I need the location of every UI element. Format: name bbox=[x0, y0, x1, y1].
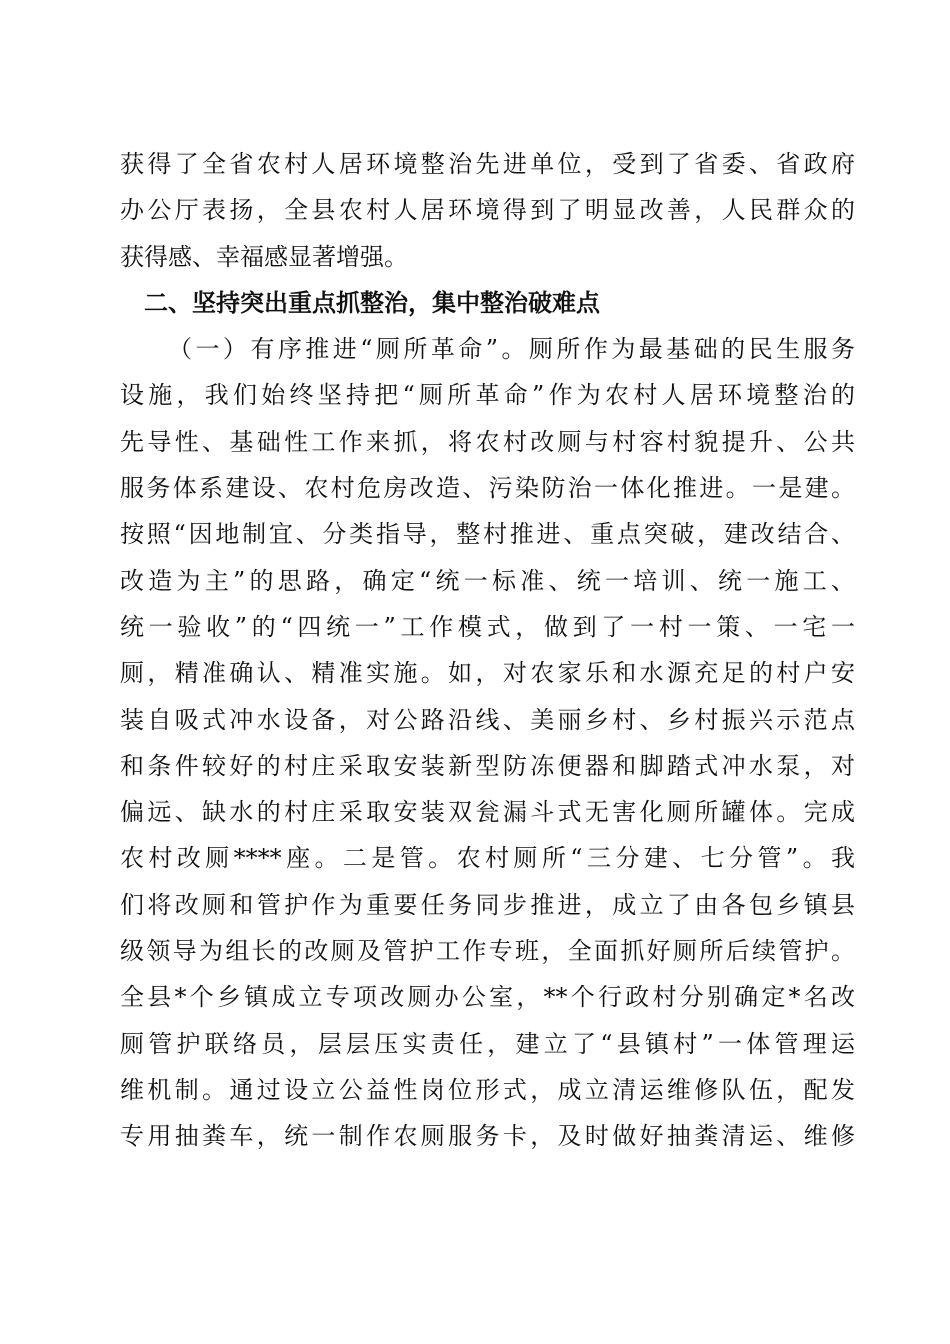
paragraph-line: （一）有序推进“厕所革命”。厕所作为最基础的民生服务 bbox=[168, 335, 855, 364]
paragraph-line: 获得了全省农村人居环境整治先进单位，受到了省委、省政府 bbox=[120, 150, 855, 178]
paragraph-line: 服务体系建设、农村危房改造、污染防治一体化推进。一是建。 bbox=[120, 474, 855, 503]
paragraph-line: 维机制。通过设立公益性岗位形式，成立清运维修队伍，配发 bbox=[120, 1075, 855, 1104]
paragraph-line: 专用抽粪车，统一制作农厕服务卡，及时做好抽粪清运、维修 bbox=[120, 1122, 855, 1151]
paragraph-line: 办公厅表扬，全县农村人居环境得到了明显改善，人民群众的 bbox=[120, 196, 855, 225]
paragraph-line: 和条件较好的村庄采取安装新型防冻便器和脚踏式冲水泵，对 bbox=[120, 751, 855, 780]
paragraph-line: 统一验收”的“四统一”工作模式，做到了一村一策、一宅一 bbox=[120, 612, 855, 641]
paragraph-line: 厕，精准确认、精准实施。如，对农家乐和水源充足的村户安 bbox=[120, 659, 855, 688]
paragraph-line: 级领导为组长的改厕及管护工作专班，全面抓好厕所后续管护。 bbox=[120, 937, 855, 966]
paragraph-line: 农村改厕****座。二是管。农村厕所“三分建、七分管”。我 bbox=[120, 844, 855, 873]
paragraph-line: 改造为主”的思路，确定“统一标准、统一培训、统一施工、 bbox=[120, 566, 855, 595]
paragraph-line: 设施，我们始终坚持把“厕所革命”作为农村人居环境整治的 bbox=[120, 381, 855, 410]
paragraph-line: 获得感、幸福感显著增强。 bbox=[120, 242, 408, 271]
body-text bbox=[120, 141, 855, 1160]
paragraph-line: 厕管护联络员，层层压实责任，建立了“县镇村”一体管理运 bbox=[120, 1029, 855, 1058]
paragraph-line: 按照“因地制宜、分类指导，整村推进、重点突破，建改结合、 bbox=[120, 520, 855, 549]
paragraph-line: 偏远、缺水的村庄采取安装双瓮漏斗式无害化厕所罐体。完成 bbox=[120, 798, 855, 827]
paragraph-line: 全县*个乡镇成立专项改厕办公室，**个行政村分别确定*名改 bbox=[120, 983, 855, 1012]
section-heading: 二、坚持突出重点抓整治，集中整治破难点 bbox=[144, 288, 600, 317]
paragraph-line: 先导性、基础性工作来抓，将农村改厕与村容村貌提升、公共 bbox=[120, 427, 855, 456]
paragraph-line: 装自吸式冲水设备，对公路沿线、美丽乡村、乡村振兴示范点 bbox=[120, 705, 855, 734]
paragraph-line: 们将改厕和管护作为重要任务同步推进，成立了由各包乡镇县 bbox=[120, 890, 855, 919]
